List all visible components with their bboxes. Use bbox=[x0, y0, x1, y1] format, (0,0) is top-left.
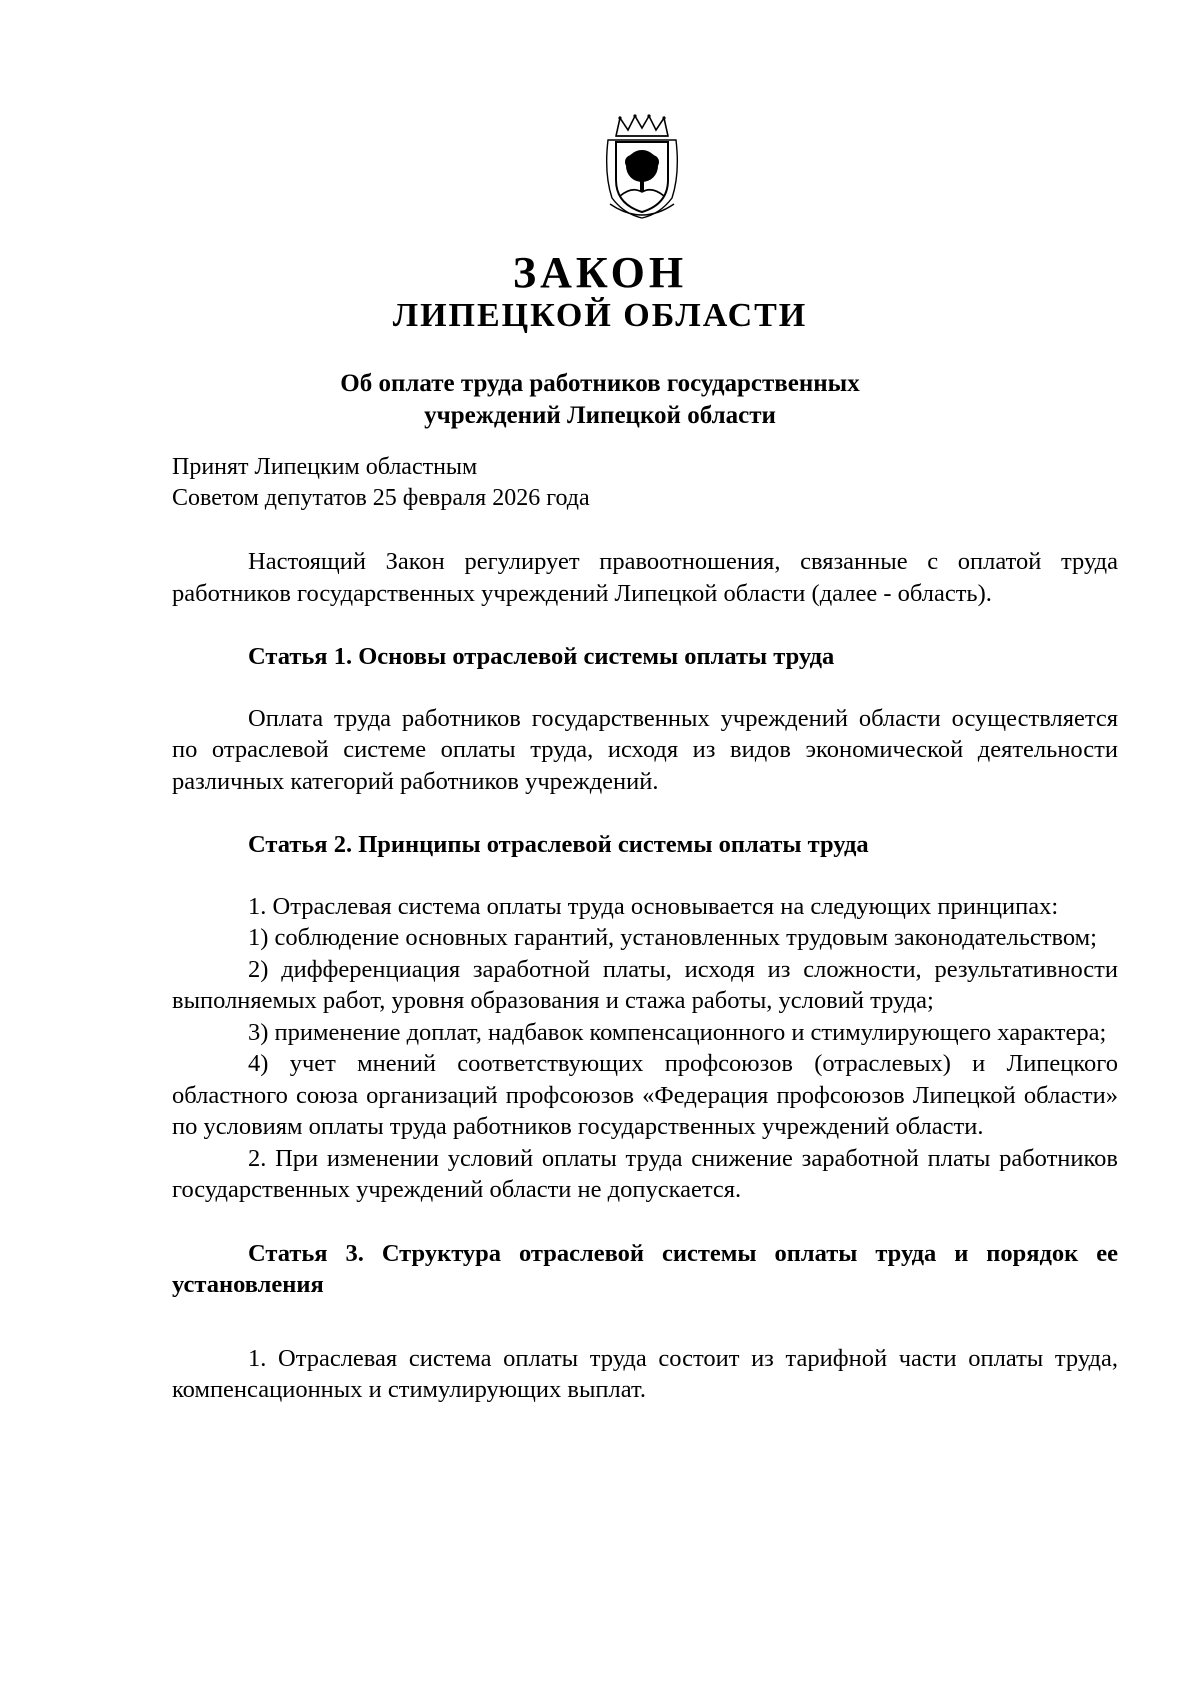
law-body bbox=[172, 546, 1118, 1406]
preamble: Настоящий Закон регулирует правоотношения, связанные с оплатой труда работников государственных учреждений Липецкой области (далее - область). bbox=[172, 548, 1118, 607]
law-subject-line-2: учреждений Липецкой области bbox=[424, 402, 776, 429]
article-3-heading: Статья 3. Структура отраслевой системы оплаты труда и порядок ее установления bbox=[172, 1239, 1118, 1298]
coat-of-arms-icon bbox=[602, 114, 682, 222]
adoption-line-2: Советом депутатов 25 февраля 2026 года bbox=[172, 485, 590, 511]
article-2-paragraph-3: 2) дифференциация заработной платы, исходя из сложности, результативности выполняемых работ, уровня образования и стажа работы, условий труда; bbox=[172, 955, 1118, 1014]
article-2-paragraph-2: 1) соблюдение основных гарантий, установленных трудовым законодательством; bbox=[248, 924, 1097, 951]
law-subject-line-1: Об оплате труда работников государственных bbox=[340, 370, 860, 397]
article-3-paragraph-1: 1. Отраслевая система оплаты труда состоит из тарифной части оплаты труда, компенсационных и стимулирующих выплат. bbox=[172, 1344, 1118, 1403]
law-subject bbox=[0, 368, 1200, 432]
article-2-paragraph-6: 2. При изменении условий оплаты труда снижение заработной платы работников государственных учреждений области не допускается. bbox=[172, 1144, 1118, 1203]
article-2-heading: Статья 2. Принципы отраслевой системы оплаты труда bbox=[248, 831, 869, 858]
document-title: ЗАКОН bbox=[512, 248, 688, 297]
adoption-line-1: Принят Липецким областным bbox=[172, 454, 478, 480]
article-2-paragraph-5: 4) учет мнений соответствующих профсоюзов (отраслевых) и Липецкого областного союза организаций профсоюзов «Федерация профсоюзов Липецкой области» по условиям оплаты труда работников государственных учреждений области. bbox=[172, 1050, 1118, 1140]
article-1-paragraph-1: Оплата труда работников государственных учреждений области осуществляется по отраслевой системе оплаты труда, исходя из видов экономической деятельности различных категорий работников учреждений. bbox=[172, 704, 1118, 795]
adoption-note bbox=[172, 452, 590, 514]
article-2-paragraph-1: 1. Отраслевая система оплаты труда основывается на следующих принципах: bbox=[248, 892, 1059, 920]
article-2-paragraph-4: 3) применение доплат, надбавок компенсационного и стимулирующего характера; bbox=[248, 1018, 1107, 1046]
document-region-title: ЛИПЕЦКОЙ ОБЛАСТИ bbox=[392, 297, 808, 334]
article-1-heading: Статья 1. Основы отраслевой системы оплаты труда bbox=[248, 643, 835, 670]
